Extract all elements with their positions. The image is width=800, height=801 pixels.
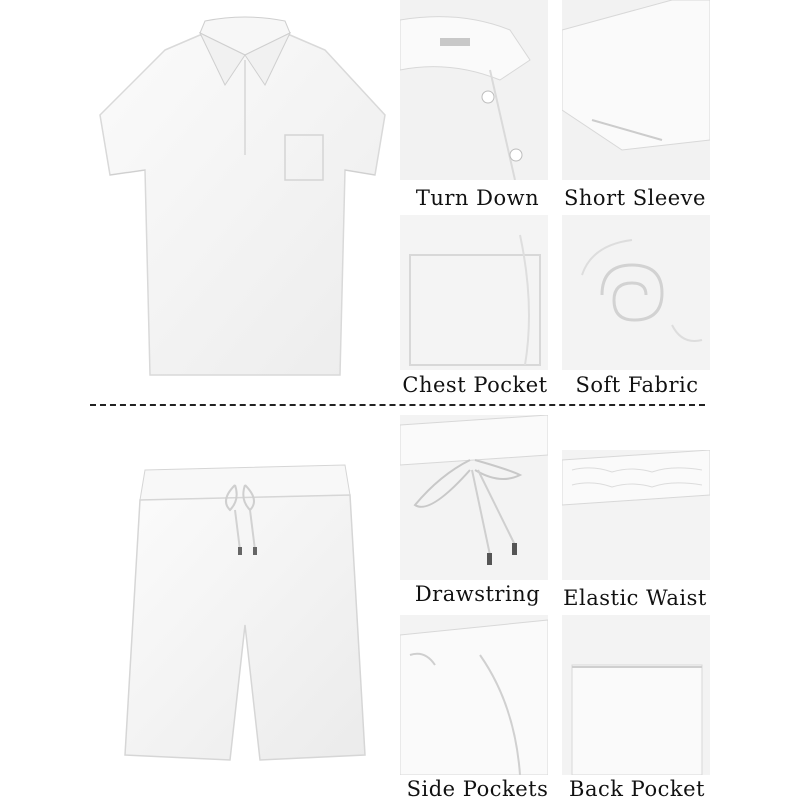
turn-down-detail-image [400, 0, 548, 180]
turn-down-caption: Turn Down [415, 186, 540, 210]
section-divider [90, 404, 705, 406]
elastic-waist-caption: Elastic Waist [563, 586, 707, 610]
shirt-image [95, 5, 390, 390]
short-sleeve-detail-image [562, 0, 710, 180]
soft-fabric-detail-image [562, 215, 710, 370]
soft-fabric-caption: Soft Fabric [575, 373, 699, 397]
elastic-waist-detail-image [562, 450, 710, 580]
chest-pocket-detail-image [400, 215, 548, 370]
side-pockets-caption: Side Pockets [406, 777, 549, 801]
drawstring-detail-image [400, 415, 548, 580]
back-pocket-detail-image [562, 615, 710, 775]
back-pocket-caption: Back Pocket [569, 777, 705, 801]
chest-pocket-caption: Chest Pocket [402, 373, 548, 397]
drawstring-caption: Drawstring [414, 582, 541, 606]
shorts-image [100, 455, 390, 765]
short-sleeve-caption: Short Sleeve [564, 186, 706, 210]
side-pockets-detail-image [400, 615, 548, 775]
